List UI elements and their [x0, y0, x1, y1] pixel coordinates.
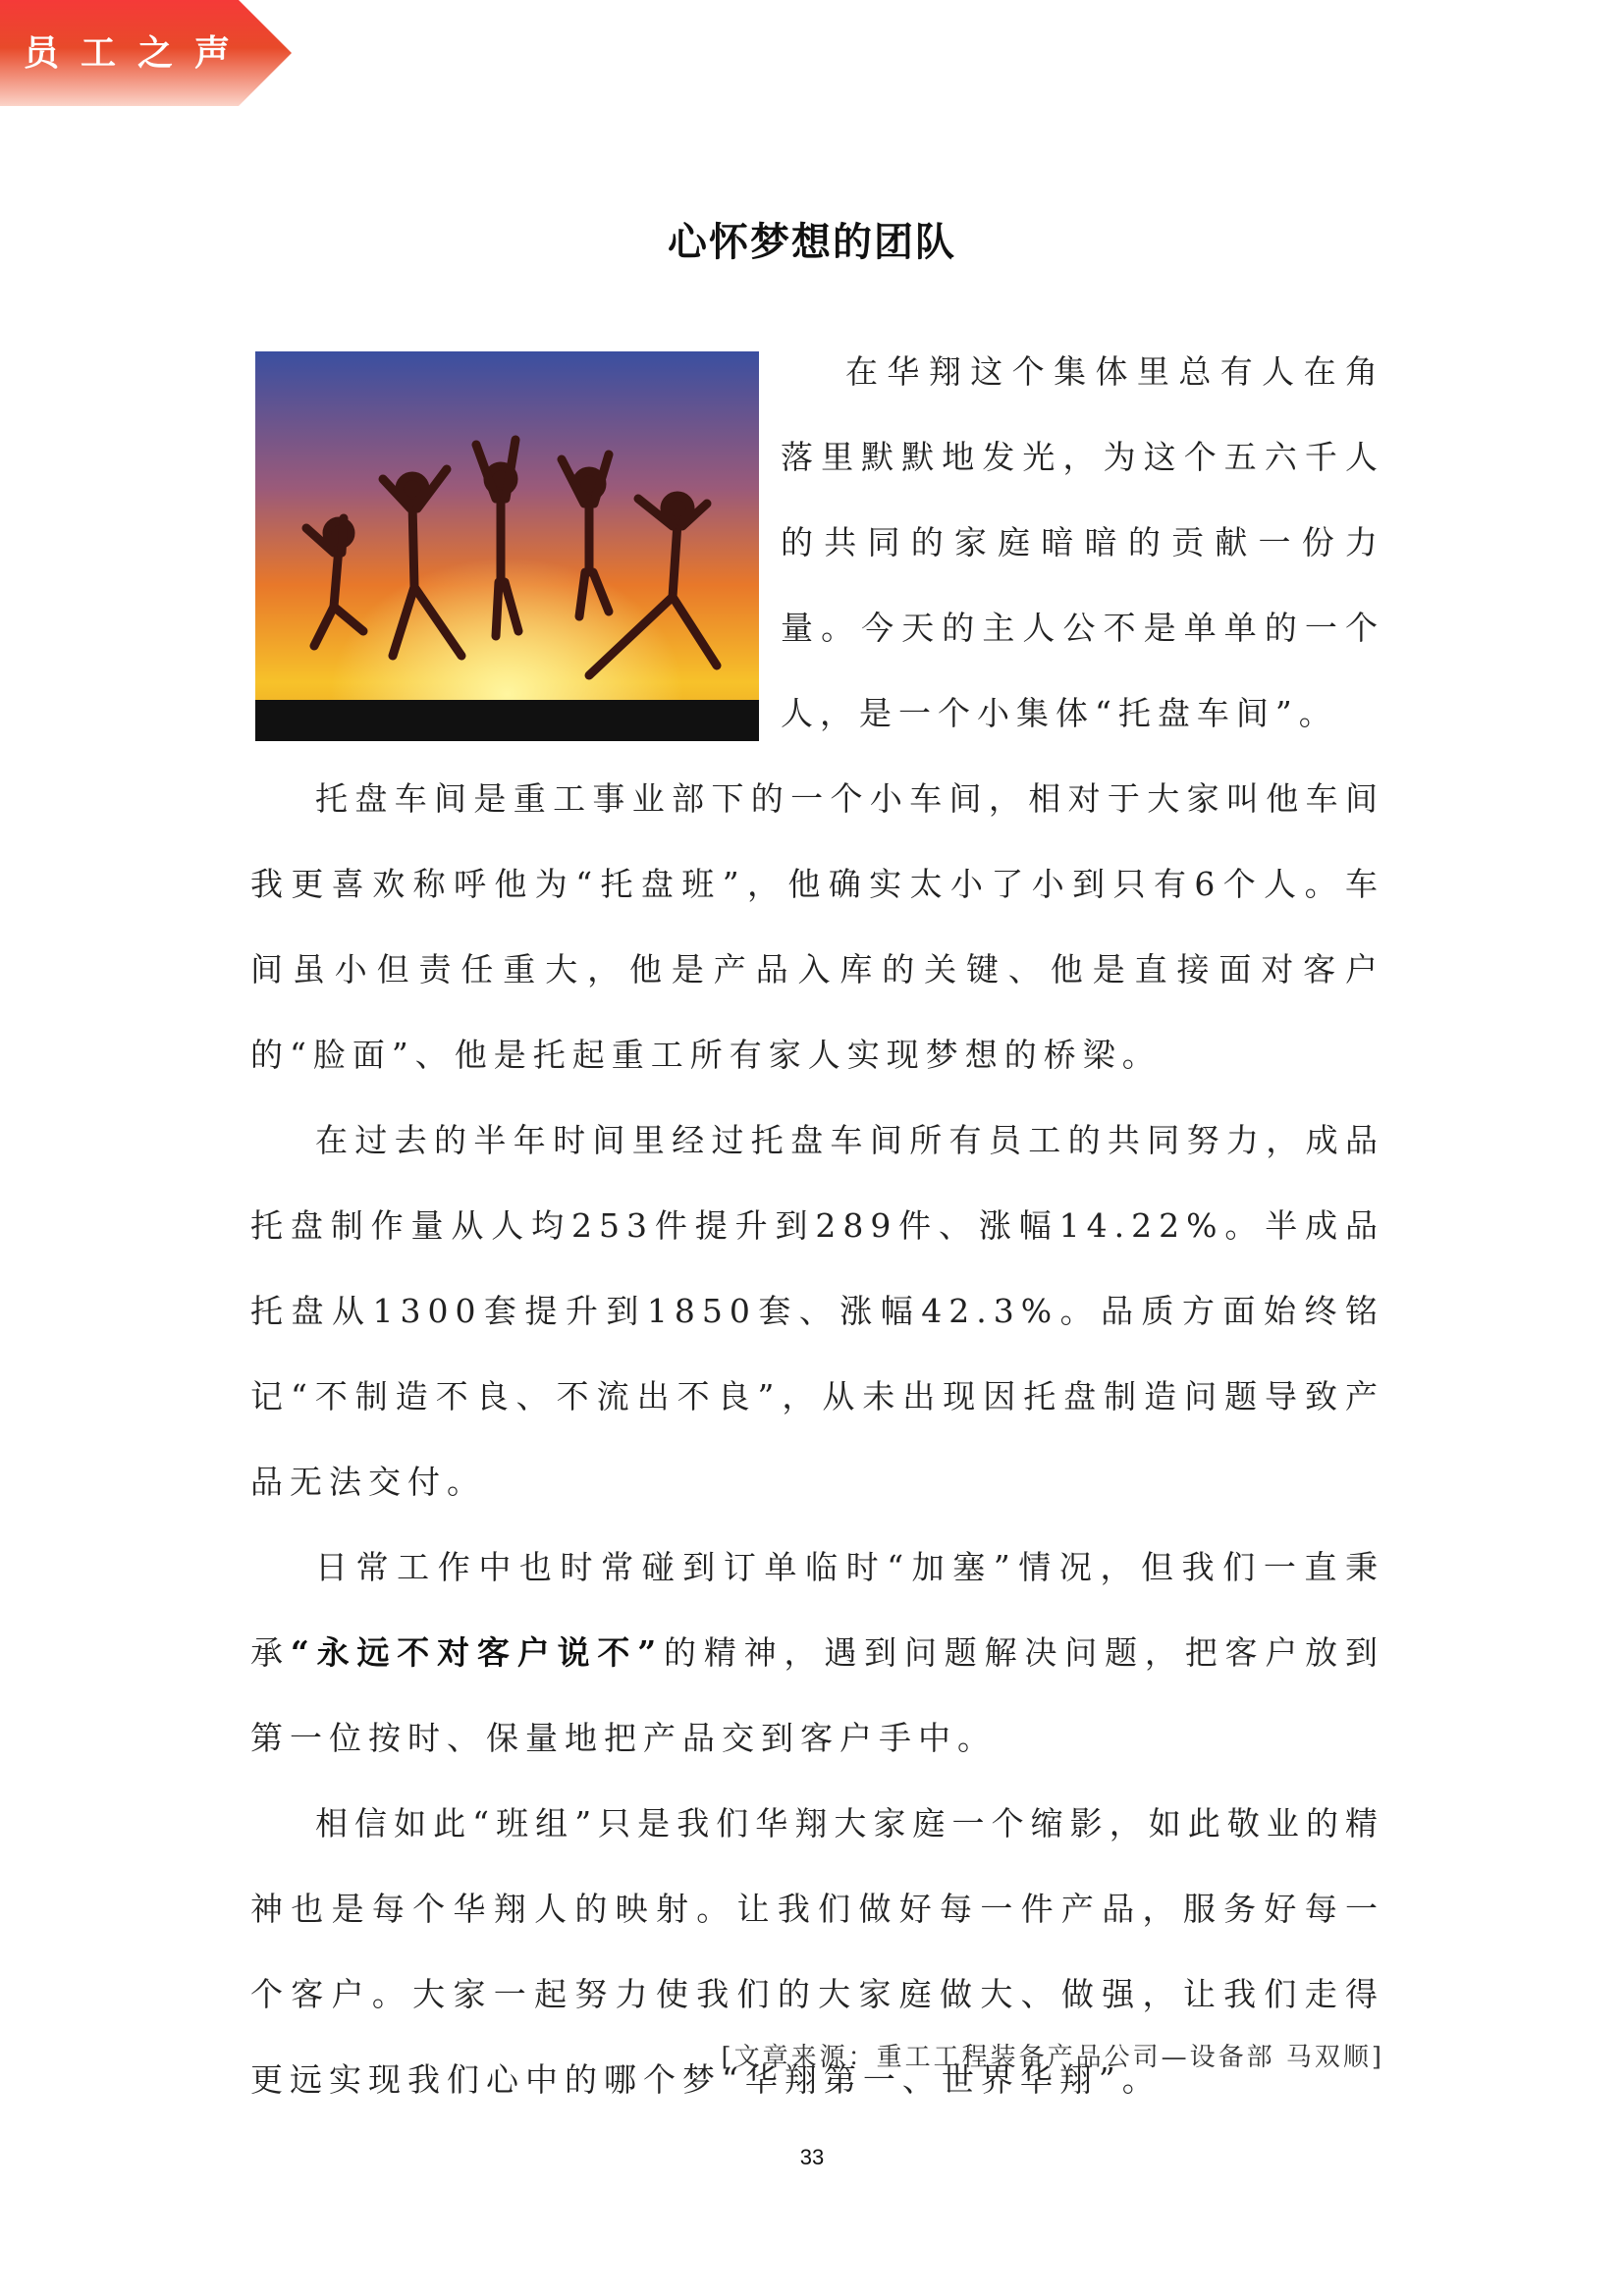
- paragraph-2: 托盘车间是重工事业部下的一个小车间，相对于大家叫他车间我更喜欢称呼他为“托盘班”，他确实太小了小到只有6个人。车间虽小但责任重大，他是产品入库的关键、他是直接面对客户的“脸面”、他是托起重工所有家人实现梦想的桥梁。: [250, 779, 1384, 1074]
- section-banner: [0, 0, 295, 108]
- paragraph-4-text-a: 日常工作中也时常碰到订单临时“加塞”情况，但我们一直秉承: [250, 1548, 1384, 1672]
- section-label: 员工之声: [24, 32, 252, 74]
- paragraph-4-emphasis: “永远不对客户说不”: [290, 1633, 664, 1672]
- sunset-jump-photo: [255, 351, 759, 741]
- paragraph-1: [250, 329, 1384, 756]
- article-title: 心怀梦想的团队: [668, 219, 956, 265]
- paragraph-1-text: 在华翔这个集体里总有人在角落里默默地发光，为这个五六千人的共同的家庭暗暗的贡献一份力量。今天的主人公不是单单的一个人，是一个小集体“托盘车间”。: [781, 352, 1384, 732]
- article-source: [文章来源：重工工程装备产品公司—设备部 马双顺]: [721, 2043, 1384, 2072]
- paragraph-4: [250, 1524, 1384, 1781]
- paragraph-4-text-b: 的精神，遇到问题解决问题，把客户放到第一位按时、保量地把产品交到客户手中。: [250, 1633, 1385, 1757]
- article-body: [250, 329, 1384, 2122]
- paragraph-3: 在过去的半年时间里经过托盘车间所有员工的共同努力，成品托盘制作量从人均253件提升到289件、涨幅14.22%。半成品托盘从1300套提升到1850套、涨幅42.3%。品质方面始终铭记“不制造不良、不流出不良”，从未出现因托盘制造问题导致产品无法交付。: [250, 1121, 1384, 1501]
- page-number: 33: [799, 2145, 825, 2169]
- paragraph-5: 相信如此“班组”只是我们华翔大家庭一个缩影，如此敬业的精神也是每个华翔人的映射。让我们做好每一件产品，服务好每一个客户。大家一起努力使我们的大家庭做大、做强，让我们走得更远实现我们心中的哪个梦“华翔第一、世界华翔”。: [250, 1804, 1384, 2099]
